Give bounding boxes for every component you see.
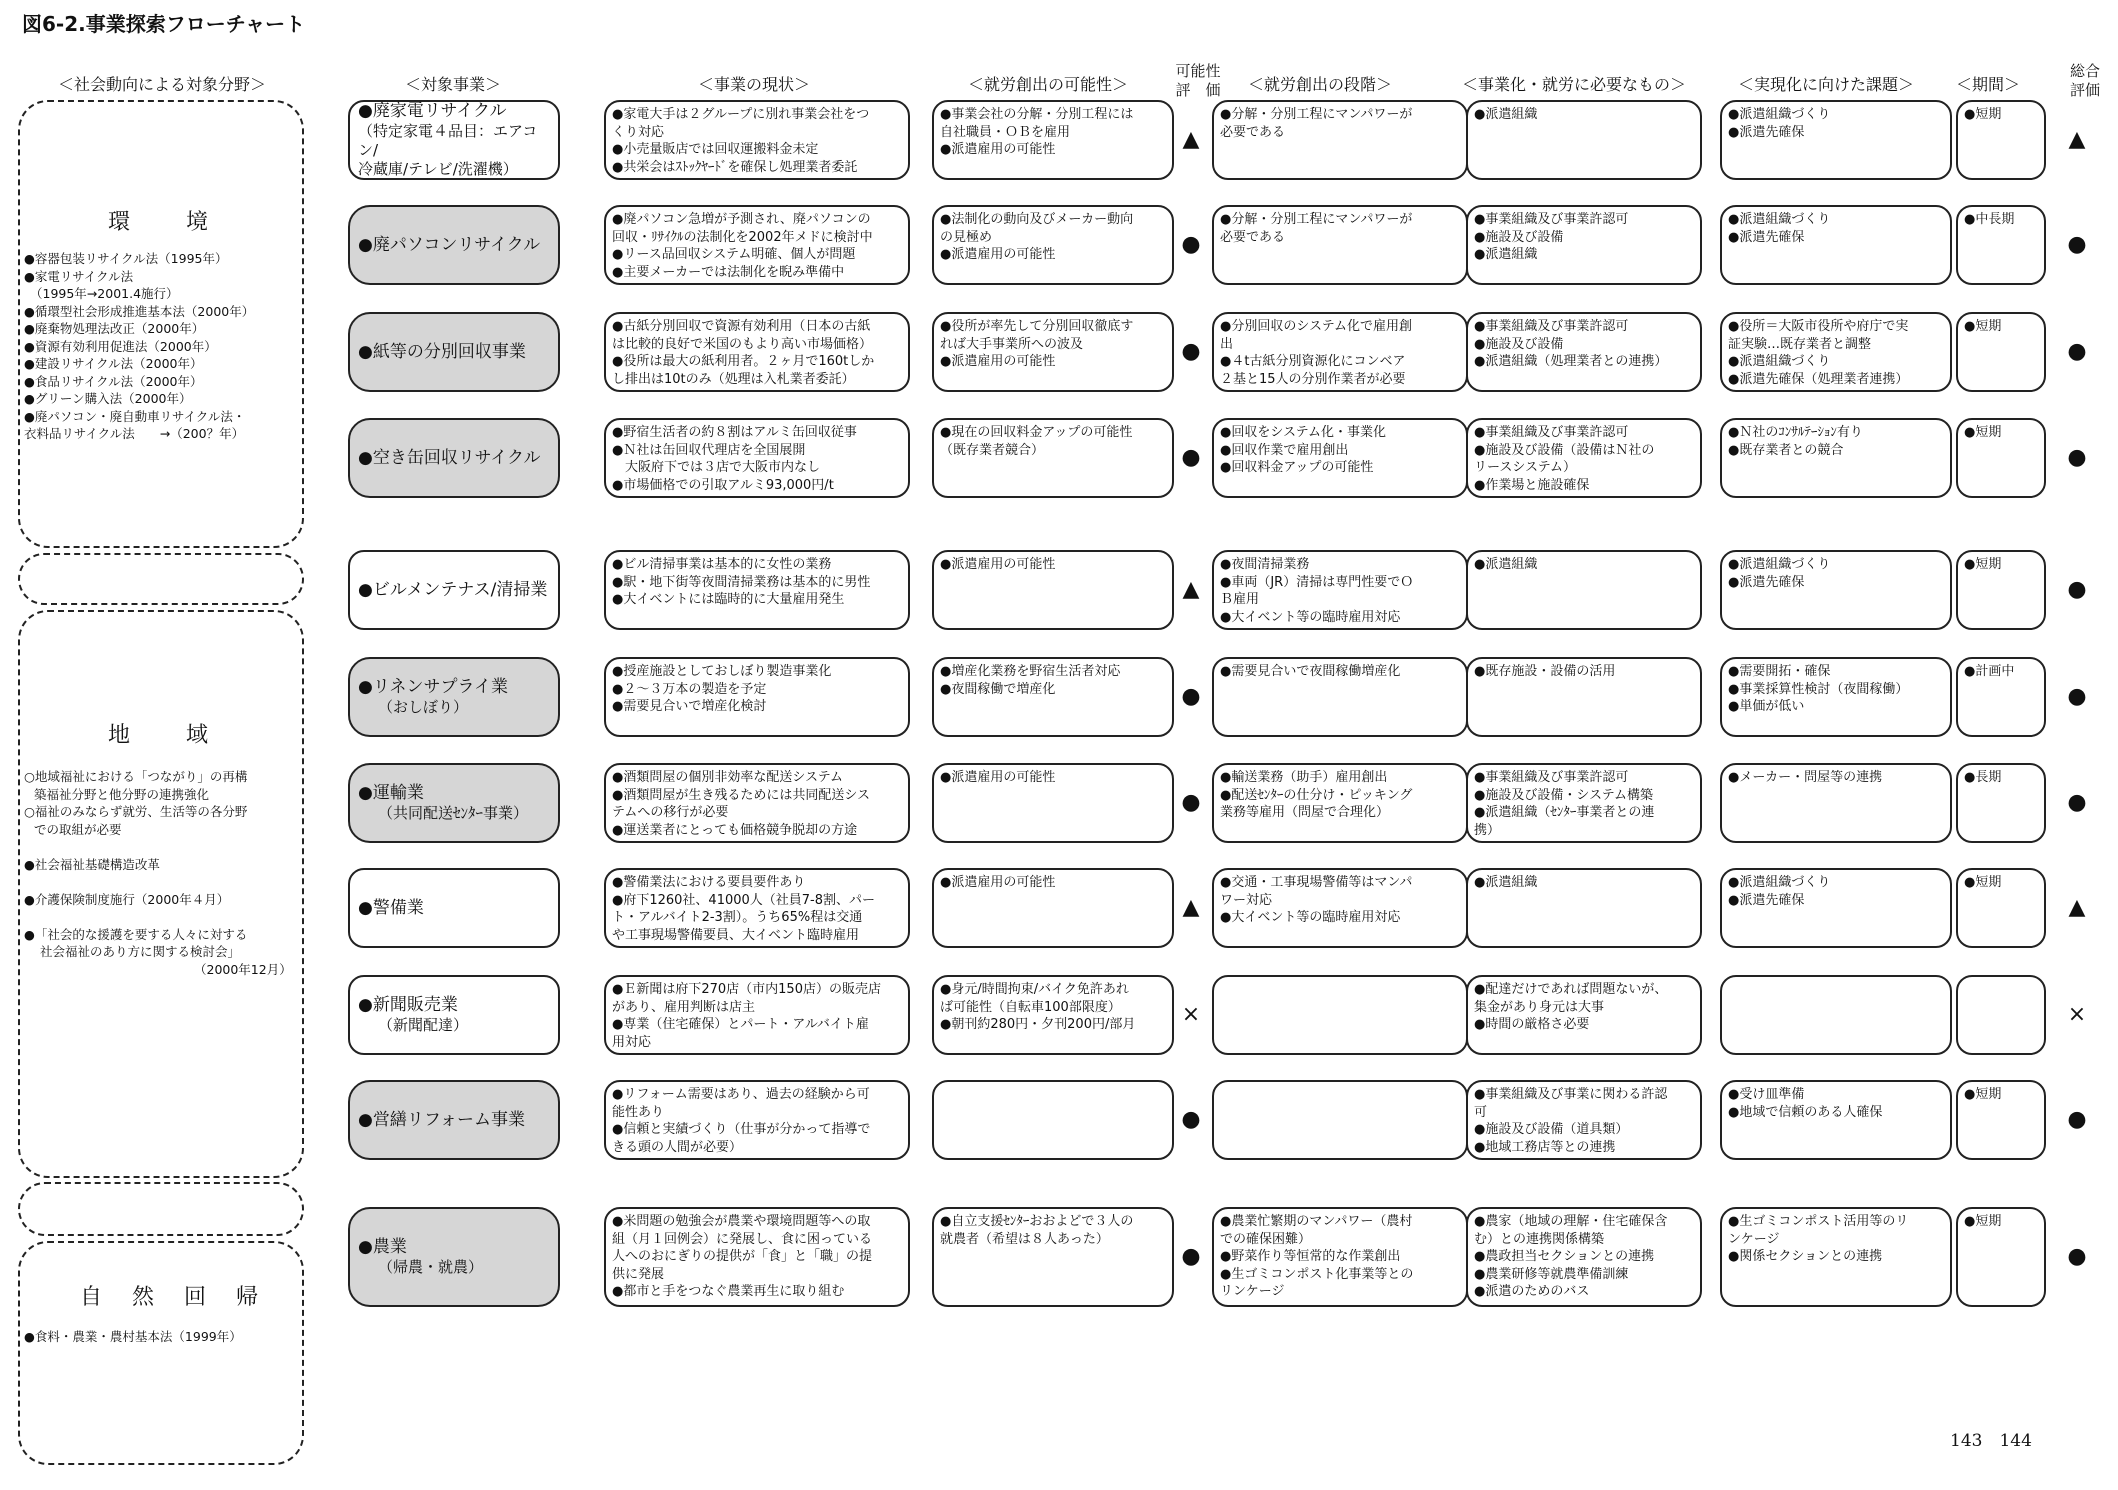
needs-line: 携） xyxy=(1474,822,1501,838)
business-box xyxy=(348,312,560,392)
possibility-eval-mark: ● xyxy=(1181,790,1201,815)
period-box xyxy=(1956,418,2046,498)
status-box xyxy=(604,550,910,630)
status-line: ト・アルバイト2-3割）。うち65%程は交通 xyxy=(612,910,863,925)
stage-line: ●回収作業で雇用創出 xyxy=(1220,442,1349,458)
possibility-line: ●派遣雇用の可能性 xyxy=(940,770,1056,785)
business-sub: （帰農・就農） xyxy=(378,1258,484,1276)
needs-line: ●地域工務店等との連携 xyxy=(1474,1139,1616,1155)
period-box xyxy=(1956,763,2046,843)
status-line: ●野宿生活者の約８割はアルミ缶回収従事 xyxy=(612,425,857,440)
status-line: ●古紙分別回収で資源有効利用（日本の古紙 xyxy=(612,319,871,334)
needs-line: ●派遣組織 xyxy=(1474,557,1538,572)
possibility-line: ●派遣雇用の可能性 xyxy=(940,354,1056,369)
period-box xyxy=(1956,1207,2046,1307)
status-line: 能性あり xyxy=(612,1104,665,1120)
possibility-line: 就農者（希望は８人あった） xyxy=(940,1231,1109,1247)
business-box xyxy=(348,205,560,285)
header-period: ＜期間＞ xyxy=(1956,75,2021,94)
possibility-box xyxy=(932,1207,1174,1307)
business-name: ●廃パソコンリサイクル xyxy=(358,234,541,255)
possibility-box xyxy=(932,205,1174,285)
overall-eval-mark: ● xyxy=(2067,445,2087,470)
needs-line: ●派遣組織 xyxy=(1474,875,1538,890)
status-line: ●米問題の勉強会が農業や環境問題等への取 xyxy=(612,1214,871,1229)
issues-box xyxy=(1720,1080,1952,1160)
issues-box xyxy=(1720,975,1952,1055)
issues-line: ●派遣組織づくり xyxy=(1728,875,1831,890)
needs-box xyxy=(1466,100,1702,180)
possibility-eval-mark: ▲ xyxy=(1182,127,1200,152)
issues-line: ●地域で信頼のある人確保 xyxy=(1728,1104,1883,1120)
status-line: 用対応 xyxy=(612,1034,652,1050)
needs-line: ●農政担当セクションとの連携 xyxy=(1474,1249,1655,1264)
stage-box xyxy=(1212,205,1468,285)
issues-box xyxy=(1720,100,1952,180)
needs-line: ●事業組織及び事業に関わる許認 xyxy=(1474,1087,1668,1102)
status-box xyxy=(604,657,910,737)
possibility-eval-mark: ▲ xyxy=(1182,577,1200,602)
issues-box xyxy=(1720,868,1952,948)
issues-line: ●派遣先確保 xyxy=(1728,124,1805,140)
status-box xyxy=(604,418,910,498)
stage-box xyxy=(1212,1080,1468,1160)
period-line: ●短期 xyxy=(1964,557,2002,572)
period-box xyxy=(1956,657,2046,737)
needs-box xyxy=(1466,418,1702,498)
issues-line: ●Ｎ社のｺﾝｻﾙﾃｰｼｮﾝ有り xyxy=(1728,425,1863,440)
possibility-box xyxy=(932,1080,1174,1160)
status-line: や工事現場警備要員、大イベント臨時雇用 xyxy=(612,927,860,943)
stage-line: ●回収料金アップの可能性 xyxy=(1220,460,1374,475)
needs-line: ●施設及び設備（設備はＮ社の xyxy=(1474,442,1655,458)
period-line: ●中長期 xyxy=(1964,212,2015,227)
status-line: ●廃パソコン急増が予測され、廃パソコンの xyxy=(612,212,871,227)
stage-line: ●車両（JR）清掃は専門性要でＯ xyxy=(1220,574,1414,590)
period-line: ●短期 xyxy=(1964,1214,2002,1229)
stage-box xyxy=(1212,868,1468,948)
possibility-line: ●事業会社の分解・分別工程には xyxy=(940,107,1134,122)
needs-box xyxy=(1466,1207,1702,1307)
status-box xyxy=(604,1207,910,1307)
status-box xyxy=(604,975,910,1055)
possibility-box xyxy=(932,100,1174,180)
status-box xyxy=(604,1080,910,1160)
domain-heading-environment: 環 境 xyxy=(108,210,213,235)
needs-line: ●派遣組織（ｾﾝﾀｰ事業者との連 xyxy=(1474,805,1655,820)
status-box xyxy=(604,205,910,285)
possibility-eval-mark: ● xyxy=(1181,339,1201,364)
possibility-line: ●派遣雇用の可能性 xyxy=(940,557,1056,572)
issues-line: ●既存業者との競合 xyxy=(1728,442,1844,458)
possibility-line: ●朝刊約280円・夕刊200円/部月 xyxy=(940,1017,1136,1032)
stage-line: ワー対応 xyxy=(1220,892,1273,908)
issues-line: ●派遣組織づくり xyxy=(1728,354,1831,369)
stage-box xyxy=(1212,1207,1468,1307)
business-box xyxy=(348,418,560,498)
needs-line: ●既存施設・設備の活用 xyxy=(1474,664,1616,679)
stage-line: ●野菜作り等恒常的な作業創出 xyxy=(1220,1249,1401,1264)
status-line: ●専業（住宅確保）とパート・アルバイト雇 xyxy=(612,1017,869,1032)
business-name: ●農業 xyxy=(358,1237,407,1257)
possibility-line: の見極め xyxy=(940,229,993,245)
status-line: ●２～３万本の製造を予定 xyxy=(612,681,767,697)
issues-box xyxy=(1720,205,1952,285)
business-name: ●空き缶回収リサイクル xyxy=(358,447,541,468)
needs-box xyxy=(1466,1080,1702,1160)
needs-line: ●作業場と施設確保 xyxy=(1474,477,1590,493)
status-line: ●授産施設としておしぼり製造事業化 xyxy=(612,664,832,679)
domain-items-nature: ●食料・農業・農村基本法（1999年） xyxy=(24,1329,242,1344)
overall-eval-mark: ▲ xyxy=(2068,895,2086,920)
stage-line: ●分解・分別工程にマンパワーが xyxy=(1220,212,1413,227)
header-overall: 総合 評価 xyxy=(2069,62,2100,99)
business-sub: （特定家電４品目：エアコン/ xyxy=(358,122,538,159)
stage-box xyxy=(1212,550,1468,630)
business-sub: （おしぼり） xyxy=(378,698,469,716)
period-line: ●短期 xyxy=(1964,319,2002,334)
possibility-eval-mark: ● xyxy=(1181,1244,1201,1269)
possibility-line: ●身元/時間拘束/バイク免許あれ xyxy=(940,982,1129,997)
stage-line: ●農業忙繁期のマンパワー（農村 xyxy=(1220,1214,1413,1229)
period-line: ●計画中 xyxy=(1964,664,2015,679)
header-stage: ＜就労創出の段階＞ xyxy=(1248,75,1393,94)
needs-line: む）との連携関係構築 xyxy=(1474,1231,1605,1247)
possibility-eval-mark: ● xyxy=(1181,445,1201,470)
stage-line: ●分解・分別工程にマンパワーが xyxy=(1220,107,1413,122)
business-box xyxy=(348,868,560,948)
status-line: し排出は10tのみ（処理は入札業者委託） xyxy=(612,371,855,387)
stage-line: Ｂ雇用 xyxy=(1220,592,1260,607)
issues-box xyxy=(1720,657,1952,737)
needs-line: ●派遣組織 xyxy=(1474,247,1538,262)
status-line: ●運送業者にとっても価格競争脱却の方途 xyxy=(612,822,858,838)
issues-line: ●役所＝大阪市役所や府庁で実 xyxy=(1728,319,1909,334)
header-business: ＜対象事業＞ xyxy=(405,75,502,94)
stage-box xyxy=(1212,975,1468,1055)
possibility-line: ば可能性（自転車100部限度） xyxy=(940,999,1121,1015)
possibility-line: ●夜間稼働で増産化 xyxy=(940,681,1056,697)
overall-eval-mark: ● xyxy=(2067,1244,2087,1269)
status-line: ●主要メーカーでは法制化を睨み準備中 xyxy=(612,264,845,280)
status-line: きる頭の人間が必要） xyxy=(612,1139,743,1155)
possibility-box xyxy=(932,657,1174,737)
period-line: ●長期 xyxy=(1964,770,2002,785)
stage-line: 必要である xyxy=(1220,229,1286,245)
overall-eval-mark: ● xyxy=(2067,339,2087,364)
status-line: ●警備業法における要員要件あり xyxy=(612,875,806,890)
needs-line: 集金があり身元は大事 xyxy=(1474,999,1605,1015)
issues-line: ●受け皿準備 xyxy=(1728,1087,1805,1102)
status-line: ●リフォーム需要はあり、過去の経験から可 xyxy=(612,1087,870,1102)
business-name: ●リネンサプライ業 xyxy=(358,677,508,697)
status-line: ●大イベントには臨時的に大量雇用発生 xyxy=(612,592,845,607)
status-line: ●Ｅ新聞は府下270店（市内150店）の販売店 xyxy=(612,982,881,997)
stage-line: 業務等雇用（問屋で合理化） xyxy=(1220,805,1390,820)
business-name: ●新聞販売業 xyxy=(358,995,458,1015)
status-line: ●府下1260社、41000人（社員7-8割、パー xyxy=(612,892,876,908)
needs-line: ●農家（地域の理解・住宅確保含 xyxy=(1474,1214,1668,1229)
issues-line: ●関係セクションとの連携 xyxy=(1728,1249,1883,1264)
issues-line: ●派遣先確保 xyxy=(1728,229,1805,245)
business-sub: 冷蔵庫/テレビ/洗濯機） xyxy=(358,160,518,178)
needs-line: ●施設及び設備 xyxy=(1474,336,1564,352)
status-line: があり、雇用判断は店主 xyxy=(612,999,756,1015)
issues-line: ●単価が低い xyxy=(1728,699,1805,714)
status-line: 供に発展 xyxy=(612,1266,665,1282)
overall-eval-mark: ▲ xyxy=(2068,127,2086,152)
stage-line: ●生ゴミコンポスト化事業等との xyxy=(1220,1266,1414,1282)
stage-line: ●需要見合いで夜間稼働増産化 xyxy=(1220,664,1401,679)
needs-box xyxy=(1466,205,1702,285)
stage-line: リンケージ xyxy=(1220,1284,1285,1299)
possibility-line: ●派遣雇用の可能性 xyxy=(940,142,1056,157)
needs-line: ●農業研修等就農準備訓練 xyxy=(1474,1266,1629,1282)
business-box xyxy=(348,1080,560,1160)
overall-eval-mark: × xyxy=(2067,1002,2087,1027)
header-domain: ＜社会動向による対象分野＞ xyxy=(58,75,267,94)
status-line: ●市場価格での引取アルミ93,000円/t xyxy=(612,477,834,493)
domain-panel-nature xyxy=(18,1241,304,1465)
period-box xyxy=(1956,975,2046,1055)
header-eval: 可能性 評 価 xyxy=(1175,62,1221,99)
status-box xyxy=(604,100,910,180)
status-line: 回収・ﾘｻｲｸﾙの法制化を2002年メドに検討中 xyxy=(612,229,873,245)
stage-line: ●大イベント等の臨時雇用対応 xyxy=(1220,910,1401,925)
business-box xyxy=(348,975,560,1055)
status-box xyxy=(604,763,910,843)
possibility-box xyxy=(932,550,1174,630)
period-box xyxy=(1956,205,2046,285)
needs-box xyxy=(1466,312,1702,392)
issues-line: ●需要開拓・確保 xyxy=(1728,664,1831,679)
stage-line: ●大イベント等の臨時雇用対応 xyxy=(1220,609,1401,625)
needs-box xyxy=(1466,975,1702,1055)
period-box xyxy=(1956,868,2046,948)
status-line: ●リース品回収システム明確、個人が問題 xyxy=(612,247,856,262)
possibility-line: れば大手事業所への波及 xyxy=(940,336,1084,352)
needs-line: ●施設及び設備（道具類） xyxy=(1474,1122,1629,1137)
possibility-line: 自社職員・ＯＢを雇用 xyxy=(940,124,1071,140)
issues-line: 証実験…既存業者と調整 xyxy=(1728,336,1872,352)
issues-line: ●派遣先確保 xyxy=(1728,892,1805,908)
needs-line: ●派遣組織（処理業者との連携） xyxy=(1474,354,1668,369)
overall-eval-mark: ● xyxy=(2067,1107,2087,1132)
needs-line: ●施設及び設備 xyxy=(1474,229,1564,245)
overall-eval-mark: ● xyxy=(2067,577,2087,602)
overall-eval-mark: ● xyxy=(2067,684,2087,709)
domain-connector-2 xyxy=(18,1182,304,1236)
overall-eval-mark: ● xyxy=(2067,790,2087,815)
possibility-line: ●自立支援ｾﾝﾀｰおおよどで３人の xyxy=(940,1214,1134,1229)
status-line: ●都市と手をつなぐ農業再生に取り組む xyxy=(612,1284,845,1299)
issues-line: ●派遣先確保（処理業者連携） xyxy=(1728,371,1909,387)
possibility-line: ●役所が率先して分別回収徹底す xyxy=(940,319,1134,334)
stage-line: 必要である xyxy=(1220,124,1286,140)
domain-heading-nature: 自 然 回 帰 xyxy=(80,1285,263,1310)
stage-box xyxy=(1212,312,1468,392)
page-numbers: 143 144 xyxy=(1950,1431,2032,1451)
stage-box xyxy=(1212,763,1468,843)
header-needs: ＜事業化・就労に必要なもの＞ xyxy=(1462,75,1687,94)
stage-line: ●４t古紙分別資源化にコンベア xyxy=(1220,354,1406,369)
status-line: ●家電大手は２グループに別れ事業会社をつ xyxy=(612,107,870,122)
status-line: くり対応 xyxy=(612,124,665,140)
domain-connector-1 xyxy=(18,553,304,605)
business-box xyxy=(348,763,560,843)
status-box xyxy=(604,312,910,392)
needs-box xyxy=(1466,550,1702,630)
needs-box xyxy=(1466,657,1702,737)
needs-line: ●事業組織及び事業許認可 xyxy=(1474,319,1629,334)
possibility-box xyxy=(932,312,1174,392)
issues-box xyxy=(1720,312,1952,392)
possibility-box xyxy=(932,975,1174,1055)
business-name: ●ビルメンテナス/清掃業 xyxy=(358,579,548,600)
status-line: ●酒類問屋が生き残るためには共同配送シス xyxy=(612,787,870,803)
period-box xyxy=(1956,100,2046,180)
stage-line: ●輸送業務（助手）雇用創出 xyxy=(1220,770,1388,785)
possibility-eval-mark: ● xyxy=(1181,684,1201,709)
stage-line: 出 xyxy=(1220,336,1234,352)
issues-line: ●メーカー・問屋等の連携 xyxy=(1728,770,1883,785)
possibility-box xyxy=(932,868,1174,948)
stage-line: ●配送ｾﾝﾀｰの仕分け・ピッキング xyxy=(1220,787,1413,803)
status-line: 組（月１回例会）に発展し、食に困っている xyxy=(612,1231,873,1247)
possibility-line: ●派遣雇用の可能性 xyxy=(940,247,1056,262)
issues-line: ●派遣組織づくり xyxy=(1728,557,1831,572)
possibility-line: ●派遣雇用の可能性 xyxy=(940,875,1056,890)
needs-line: ●事業組織及び事業許認可 xyxy=(1474,425,1629,440)
issues-box xyxy=(1720,550,1952,630)
business-box xyxy=(348,1207,560,1307)
header-status: ＜事業の現状＞ xyxy=(698,75,811,94)
status-line: ●小売量販店では回収運搬料金未定 xyxy=(612,142,819,157)
status-line: ●Ｎ社は缶回収代理店を全国展開 xyxy=(612,442,806,458)
issues-box xyxy=(1720,763,1952,843)
stage-line: での確保困難） xyxy=(1220,1231,1312,1247)
header-possibility: ＜就労創出の可能性＞ xyxy=(968,75,1129,94)
business-name: ●営繕リフォーム事業 xyxy=(358,1109,525,1130)
business-sub: （新聞配達） xyxy=(378,1016,469,1034)
overall-eval-mark: ● xyxy=(2067,232,2087,257)
needs-box xyxy=(1466,868,1702,948)
possibility-line: ●現在の回収料金アップの可能性 xyxy=(940,425,1133,440)
possibility-eval-mark: ▲ xyxy=(1182,895,1200,920)
needs-line: 可 xyxy=(1474,1104,1488,1120)
stage-line: ●分別回収のシステム化で雇用創 xyxy=(1220,319,1413,334)
period-line: ●短期 xyxy=(1964,107,2002,122)
period-line: ●短期 xyxy=(1964,425,2002,440)
status-line: ●共栄会はｽﾄｯｸﾔｰﾄﾞを確保し処理業者委託 xyxy=(612,159,858,175)
needs-line: ●派遣のためのバス xyxy=(1474,1284,1590,1299)
stage-line: ●回収をシステム化・事業化 xyxy=(1220,425,1387,440)
status-line: は比較的良好で米国のもより高い市場価格） xyxy=(612,336,873,352)
needs-line: ●時間の厳格さ必要 xyxy=(1474,1017,1590,1032)
issues-line: ●派遣先確保 xyxy=(1728,574,1805,590)
issues-box xyxy=(1720,1207,1952,1307)
period-box xyxy=(1956,1080,2046,1160)
stage-box xyxy=(1212,657,1468,737)
business-box xyxy=(348,550,560,630)
issues-line: ●事業採算性検討（夜間稼働） xyxy=(1728,681,1909,697)
business-name: ●廃家電リサイクル xyxy=(358,101,507,121)
status-line: ●ビル清掃事業は基本的に女性の業務 xyxy=(612,557,832,572)
domain-heading-region: 地 域 xyxy=(108,723,213,748)
status-line: ●需要見合いで増産化検討 xyxy=(612,699,767,714)
business-name: ●運輸業 xyxy=(358,783,424,803)
status-line: 人へのおにぎりの提供が「食」と「職」の提 xyxy=(612,1249,873,1264)
business-box xyxy=(348,657,560,737)
needs-line: ●事業組織及び事業許認可 xyxy=(1474,212,1629,227)
possibility-line: （既存業者競合） xyxy=(940,442,1045,458)
possibility-box xyxy=(932,418,1174,498)
business-name: ●警備業 xyxy=(358,897,424,918)
period-line: ●短期 xyxy=(1964,1087,2002,1102)
status-line: 大阪府下では３店で大阪市内なし xyxy=(612,460,821,475)
period-line: ●短期 xyxy=(1964,875,2002,890)
needs-line: ●配達だけであれば問題ないが、 xyxy=(1474,982,1668,997)
page-title: 図6-2.事業探索フローチャート xyxy=(22,12,306,36)
needs-line: リースシステム） xyxy=(1474,460,1577,475)
issues-line: ●派遣組織づくり xyxy=(1728,212,1831,227)
possibility-eval-mark: ● xyxy=(1181,1107,1201,1132)
status-box xyxy=(604,868,910,948)
possibility-line: ●増産化業務を野宿生活者対応 xyxy=(940,664,1121,679)
stage-box xyxy=(1212,418,1468,498)
needs-line: ●施設及び設備・システム構築 xyxy=(1474,787,1654,803)
needs-line: ●派遣組織 xyxy=(1474,107,1538,122)
possibility-eval-mark: ● xyxy=(1181,232,1201,257)
status-line: ●役所は最大の紙利用者。２ヶ月で160tしか xyxy=(612,354,875,369)
header-issues: ＜実現化に向けた課題＞ xyxy=(1738,75,1915,94)
needs-line: ●事業組織及び事業許認可 xyxy=(1474,770,1629,785)
stage-line: ●夜間清掃業務 xyxy=(1220,557,1310,572)
status-line: テムへの移行が必要 xyxy=(612,805,729,820)
stage-line: ●交通・工事現場警備等はマンパ xyxy=(1220,875,1413,890)
status-line: ●駅・地下街等夜間清掃業務は基本的に男性 xyxy=(612,574,871,590)
period-box xyxy=(1956,312,2046,392)
status-line: ●信頼と実績づくり（仕事が分かって指導で xyxy=(612,1122,871,1137)
business-name: ●紙等の分別回収事業 xyxy=(358,341,526,362)
possibility-box xyxy=(932,763,1174,843)
possibility-eval-mark: × xyxy=(1181,1002,1201,1027)
domain-items-environment: ●容器包装リサイクル法（1995年） ●家電リサイクル法 （1995年→2001.4施行） ●循環型社会形成推進基本法（2000年） ●廃棄物処理法改正（2000年） ●資源有効利用促進法（2000年） ●建設リサイクル法（2000年） ●食品リサイクル法（2000年） ●グリーン購入法（2000年） ●廃パソコン・廃自動車リサイクル法・ 衣料品リサイクル法 →（200？年） xyxy=(24,251,255,441)
period-box xyxy=(1956,550,2046,630)
domain-items-region: ○地域福祉における「つながり」の再構 築福祉分野と他分野の連携強化 ○福祉のみならず就労、生活等の各分野 での取組が必要 ●社会福祉基礎構造改革 ●介護保険制度施行（2000年４月） ●「社会的な援護を要する人々に対する 社会福祉のあり方に関する検討会」 （2000年12月） xyxy=(24,769,292,977)
business-box xyxy=(348,100,560,180)
business-sub: （共同配送ｾﾝﾀｰ事業） xyxy=(378,804,529,822)
issues-line: ●派遣組織づくり xyxy=(1728,107,1831,122)
issues-line: ンケージ xyxy=(1728,1231,1780,1247)
issues-box xyxy=(1720,418,1952,498)
stage-box xyxy=(1212,100,1468,180)
issues-line: ●生ゴミコンポスト活用等のリ xyxy=(1728,1214,1909,1229)
possibility-line: ●法制化の動向及びメーカー動向 xyxy=(940,212,1134,227)
stage-line: ２基と15人の分別作業者が必要 xyxy=(1220,371,1406,387)
needs-box xyxy=(1466,763,1702,843)
status-line: ●酒類問屋の個別非効率な配送システム xyxy=(612,770,844,785)
